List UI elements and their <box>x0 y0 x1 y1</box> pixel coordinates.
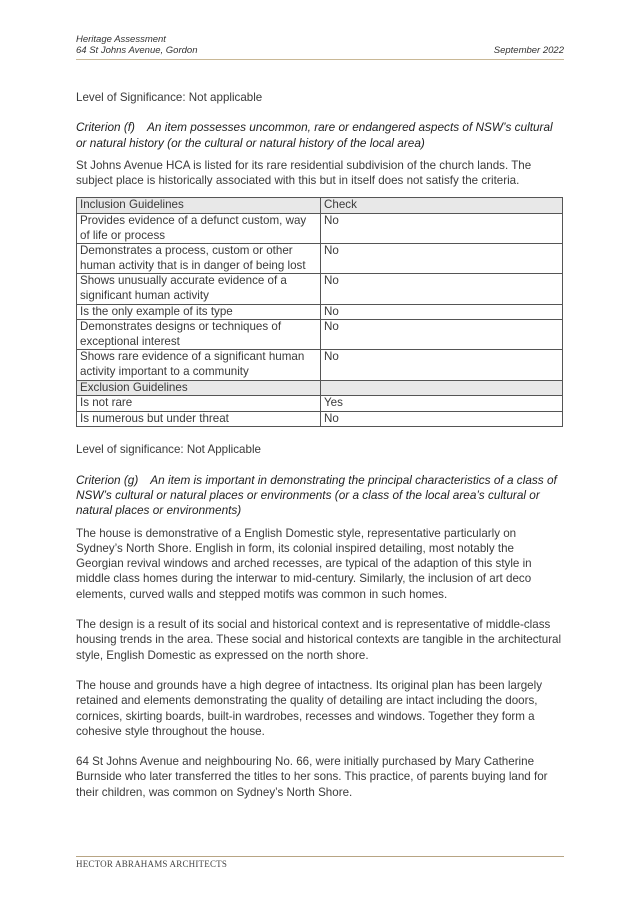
footer-firm-name: HECTOR ABRAHAMS ARCHITECTS <box>76 859 228 869</box>
criterion-g-paragraph: The design is a result of its social and historical context and is representative of middle-class housing trends in the area. These social and historical contexts are tangible in the architectural style, English Domestic as expressed on the north shore. <box>76 618 562 662</box>
criterion-g-paragraph: The house is demonstrative of a English Domestic style, representative particularly on Sydney’s North Shore. English in form, its colonial inspired detailing, most notably the Georgian revival windows and arched recesses, are typical of the adaption of this style in middle class homes during the interwar to mid-century. Similarly, the inclusion of art deco elements, curved walls and stepped motifs was common in such homes. <box>76 526 532 601</box>
guidelines-table <box>76 197 563 427</box>
criterion-g-paragraph: 64 St Johns Avenue and neighbouring No. 66, were initially purchased by Mary Catherine Burnside who later transferred the titles to her sons. This practice, of parents buying land for their children, was common on Sydney’s North Shore. <box>76 755 548 799</box>
table-cell: No <box>321 411 563 427</box>
table-row <box>77 244 563 274</box>
document-body <box>76 90 563 800</box>
table-cell: Provides evidence of a defunct custom, way of life or process <box>77 214 321 244</box>
criterion-g-label: Criterion (g) <box>76 472 139 487</box>
table-header-row <box>77 198 563 214</box>
table-header-cell <box>321 380 563 396</box>
footer-divider <box>76 856 564 857</box>
table-row <box>77 214 563 244</box>
header-divider <box>76 59 564 60</box>
table-cell: No <box>321 350 563 380</box>
table-cell: Demonstrates a process, custom or other human activity that is in danger of being lost <box>77 244 321 274</box>
criterion-g-paragraph: The house and grounds have a high degree of intactness. Its original plan has been largely retained and elements demonstrating the quality of detailing are intact including the doors, cornices, skirting boards, built-in wardrobes, recesses and windows. Together they form a cohesive style throughout the house. <box>76 678 542 738</box>
table-cell: No <box>321 214 563 244</box>
table-row <box>77 274 563 304</box>
criterion-f-text: An item possesses uncommon, rare or endangered aspects of NSW’s cultural or natural history (or the cultural or natural history of the local area) <box>76 120 553 150</box>
level-of-significance-g: Level of significance: Not Applicable <box>76 443 261 457</box>
criterion-f-label: Criterion (f) <box>76 120 135 135</box>
criterion-f-body: St Johns Avenue HCA is listed for its rare residential subdivision of the church lands. The subject place is historically associated with this but in itself does not satisfy the criteria. <box>76 158 532 188</box>
table-cell: No <box>321 274 563 304</box>
table-cell: Demonstrates designs or techniques of exceptional interest <box>77 320 321 350</box>
header-address: 64 St Johns Avenue, Gordon <box>76 45 198 56</box>
header-date: September 2022 <box>493 45 564 56</box>
table-cell: No <box>321 244 563 274</box>
table-exclusion-header-row <box>77 380 563 396</box>
table-row <box>77 411 563 427</box>
table-cell: Is not rare <box>77 396 321 412</box>
table-header-cell: Check <box>321 198 563 214</box>
criterion-f-heading <box>76 120 563 151</box>
table-cell: No <box>321 320 563 350</box>
table-cell: Yes <box>321 396 563 412</box>
level-of-significance-f: Level of Significance: Not applicable <box>76 91 263 104</box>
header-title: Heritage Assessment <box>76 34 166 45</box>
page-header <box>76 34 564 56</box>
table-cell: No <box>321 304 563 320</box>
table-cell: Is numerous but under threat <box>77 411 321 427</box>
criterion-g-text: An item is important in demonstrating the principal characteristics of a class of NSW’s cultural or natural places or environments (or a class of the local area’s cultural or natural places or environments) <box>76 472 557 518</box>
table-header-cell: Exclusion Guidelines <box>77 380 321 396</box>
table-row <box>77 396 563 412</box>
table-row <box>77 320 563 350</box>
table-cell: Shows unusually accurate evidence of a significant human activity <box>77 274 321 304</box>
table-header-cell: Inclusion Guidelines <box>77 198 321 214</box>
table-cell: Is the only example of its type <box>77 304 321 320</box>
table-row <box>77 350 563 380</box>
table-row <box>77 304 563 320</box>
table-cell: Shows rare evidence of a significant human activity important to a community <box>77 350 321 380</box>
criterion-g-heading <box>76 473 563 519</box>
